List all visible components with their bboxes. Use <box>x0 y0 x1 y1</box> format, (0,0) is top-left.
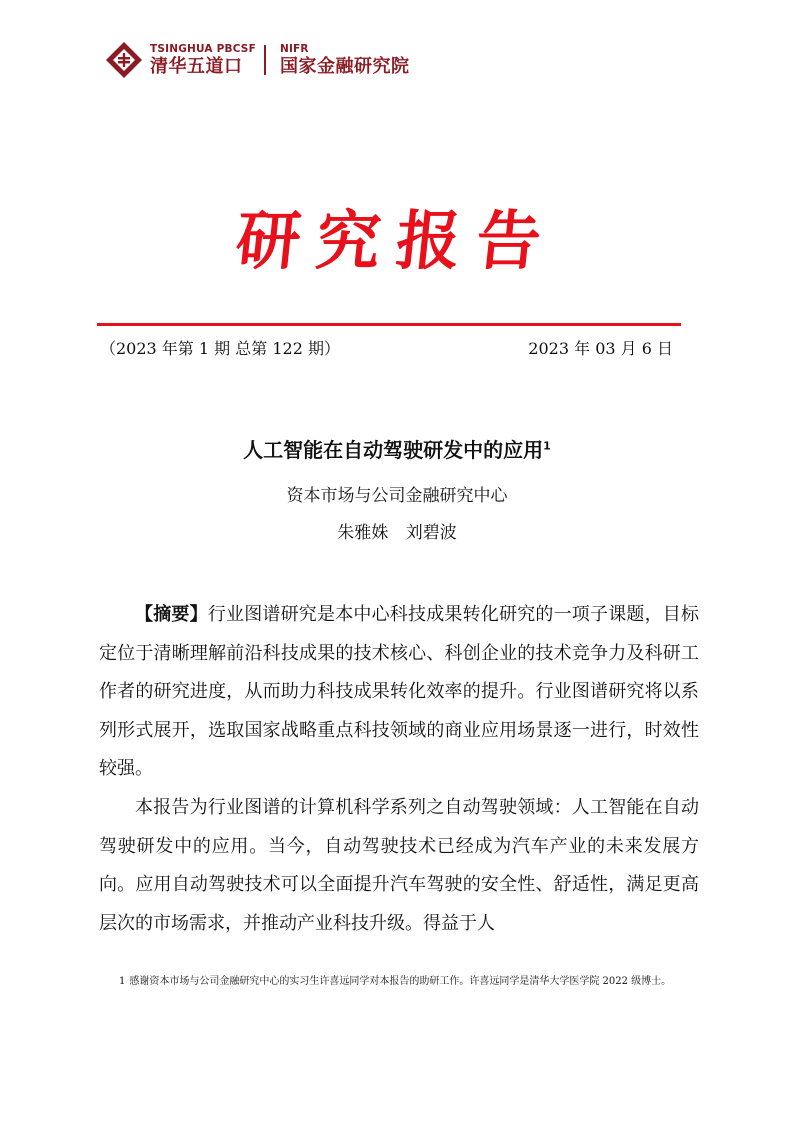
issue-number: （2023 年第 1 期 总第 122 期） <box>100 339 340 358</box>
logo-text-nifr <box>280 43 410 78</box>
footnote-marker[interactable]: 1 <box>543 439 551 453</box>
logo-nifr-en-text: NIFR <box>279 42 309 55</box>
footnote-number: 1 <box>119 976 126 987</box>
logo-nifr-cn-text: 国家金融研究院 <box>279 55 410 77</box>
footnote-text: 感谢资本市场与公司金融研究中心的实习生许喜远同学对本报告的助研工作。许喜远同学是清华大学医学院 2022 级博士。 <box>129 976 672 987</box>
abstract-paragraph <box>99 596 699 789</box>
tsinghua-pbcsf-logo-icon <box>104 40 144 80</box>
article-department: 资本市场与公司金融研究中心 <box>286 486 508 506</box>
article-title <box>0 434 794 463</box>
abstract-text: 行业图谱研究是本中心科技成果转化研究的一项子课题，目标定位于清晰理解前沿科技成果的技术核心、科创企业的技术竞争力及科研工作者的研究进度，从而助力科技成果转化效率的提升。行业图谱研究将以系列形式展开，选取国家战略重点科技领域的商业应用场景逐一进行，时效性较强。 <box>99 604 700 780</box>
report-title: 研究报告 <box>232 204 561 279</box>
issue-date: 2023 年 03 月 6 日 <box>528 339 673 358</box>
body-text <box>99 596 699 943</box>
header-logo <box>104 38 409 82</box>
title-divider <box>97 323 681 326</box>
abstract-label: 【摘要】 <box>135 604 208 625</box>
logo-en-text: TSINGHUA PBCSF <box>150 42 256 55</box>
article-title-text: 人工智能在自动驾驶研发中的应用 <box>243 438 544 462</box>
logo-divider <box>264 45 266 75</box>
body-paragraph: 本报告为行业图谱的计算机科学系列之自动驾驶领域：人工智能在自动驾驶研发中的应用。当今，自动驾驶技术已经成为汽车产业的未来发展方向。应用自动驾驶技术可以全面提升汽车驾驶的安全性、舒适性，满足更高层次的市场需求，并推动产业科技升级。得益于人 <box>99 796 699 934</box>
article-authors: 朱雅姝 刘碧波 <box>337 523 457 543</box>
logo-text-pbcsf <box>150 43 256 78</box>
footnote <box>99 972 699 991</box>
logo-cn-text: 清华五道口 <box>150 55 243 77</box>
